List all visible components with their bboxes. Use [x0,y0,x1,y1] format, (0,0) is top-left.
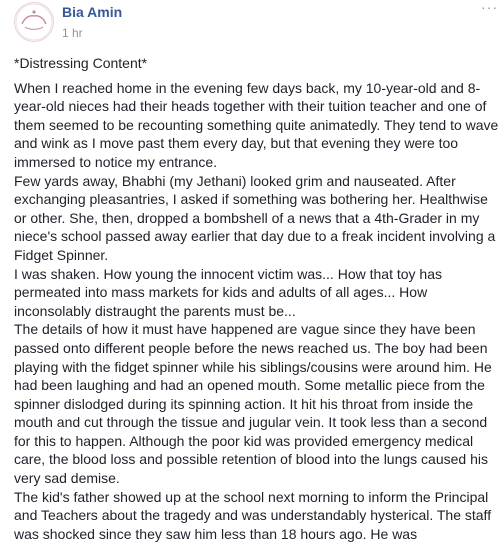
post-timestamp[interactable]: 1 hr [62,26,83,40]
post-paragraph: When I reached home in the evening few days back, my 10-year-old and 8-year-old nieces had their heads together with their tuition teacher and one of them seemed to be recounting something quite animatedly. They tend to wave and wink as I move past them every day, but that evening they were too immersed to notice my entrance. [14,79,499,170]
beauty-finds-logo-icon [15,3,53,41]
avatar[interactable] [14,2,54,42]
content-warning: *Distressing Content* [14,55,148,71]
post-paragraph: Few yards away, Bhabhi (my Jethani) looked grim and nauseated. After exchanging pleasantries, I asked if something was bothering her. Healthwise or other. She, then, dropped a bombshell of a news that a 4th-Grader in my niece's school passed away earlier that day due to a freak incident involving a Fidget Spinner. [14,172,496,263]
post-content [14,54,500,543]
more-options-icon[interactable]: ··· [481,0,498,15]
post-paragraph: I was shaken. How young the innocent victim was... How that toy has permeated into mass markets for kids and adults of all ages... How inconsolably distraught the parents must be... [14,265,442,319]
post-paragraph: The details of how it must have happened are vague since they have been passed onto different people before the news reached us. The boy had been playing with the fidget spinner while his siblings/cousins were around him. He had been laughing and had an opened mouth. Some metallic piece from the spinner dislodged during its spinning action. It hit his throat from inside the mouth and cut through the tissue and jugular vein. It took less than a second for this to happen. Although the poor kid was provided emergency medical care, the blood loss and possible retention of blood into the lungs caused his very sad demise. [14,321,492,487]
author-name[interactable]: Bia Amin [62,4,123,20]
post-paragraph: The kid's father showed up at the school next morning to inform the Principal and Teachers about the tragedy and was understandably hysterical. The staff was shocked since they saw him less than 18 hours ago. He was [14,488,492,542]
post-header [0,0,504,48]
